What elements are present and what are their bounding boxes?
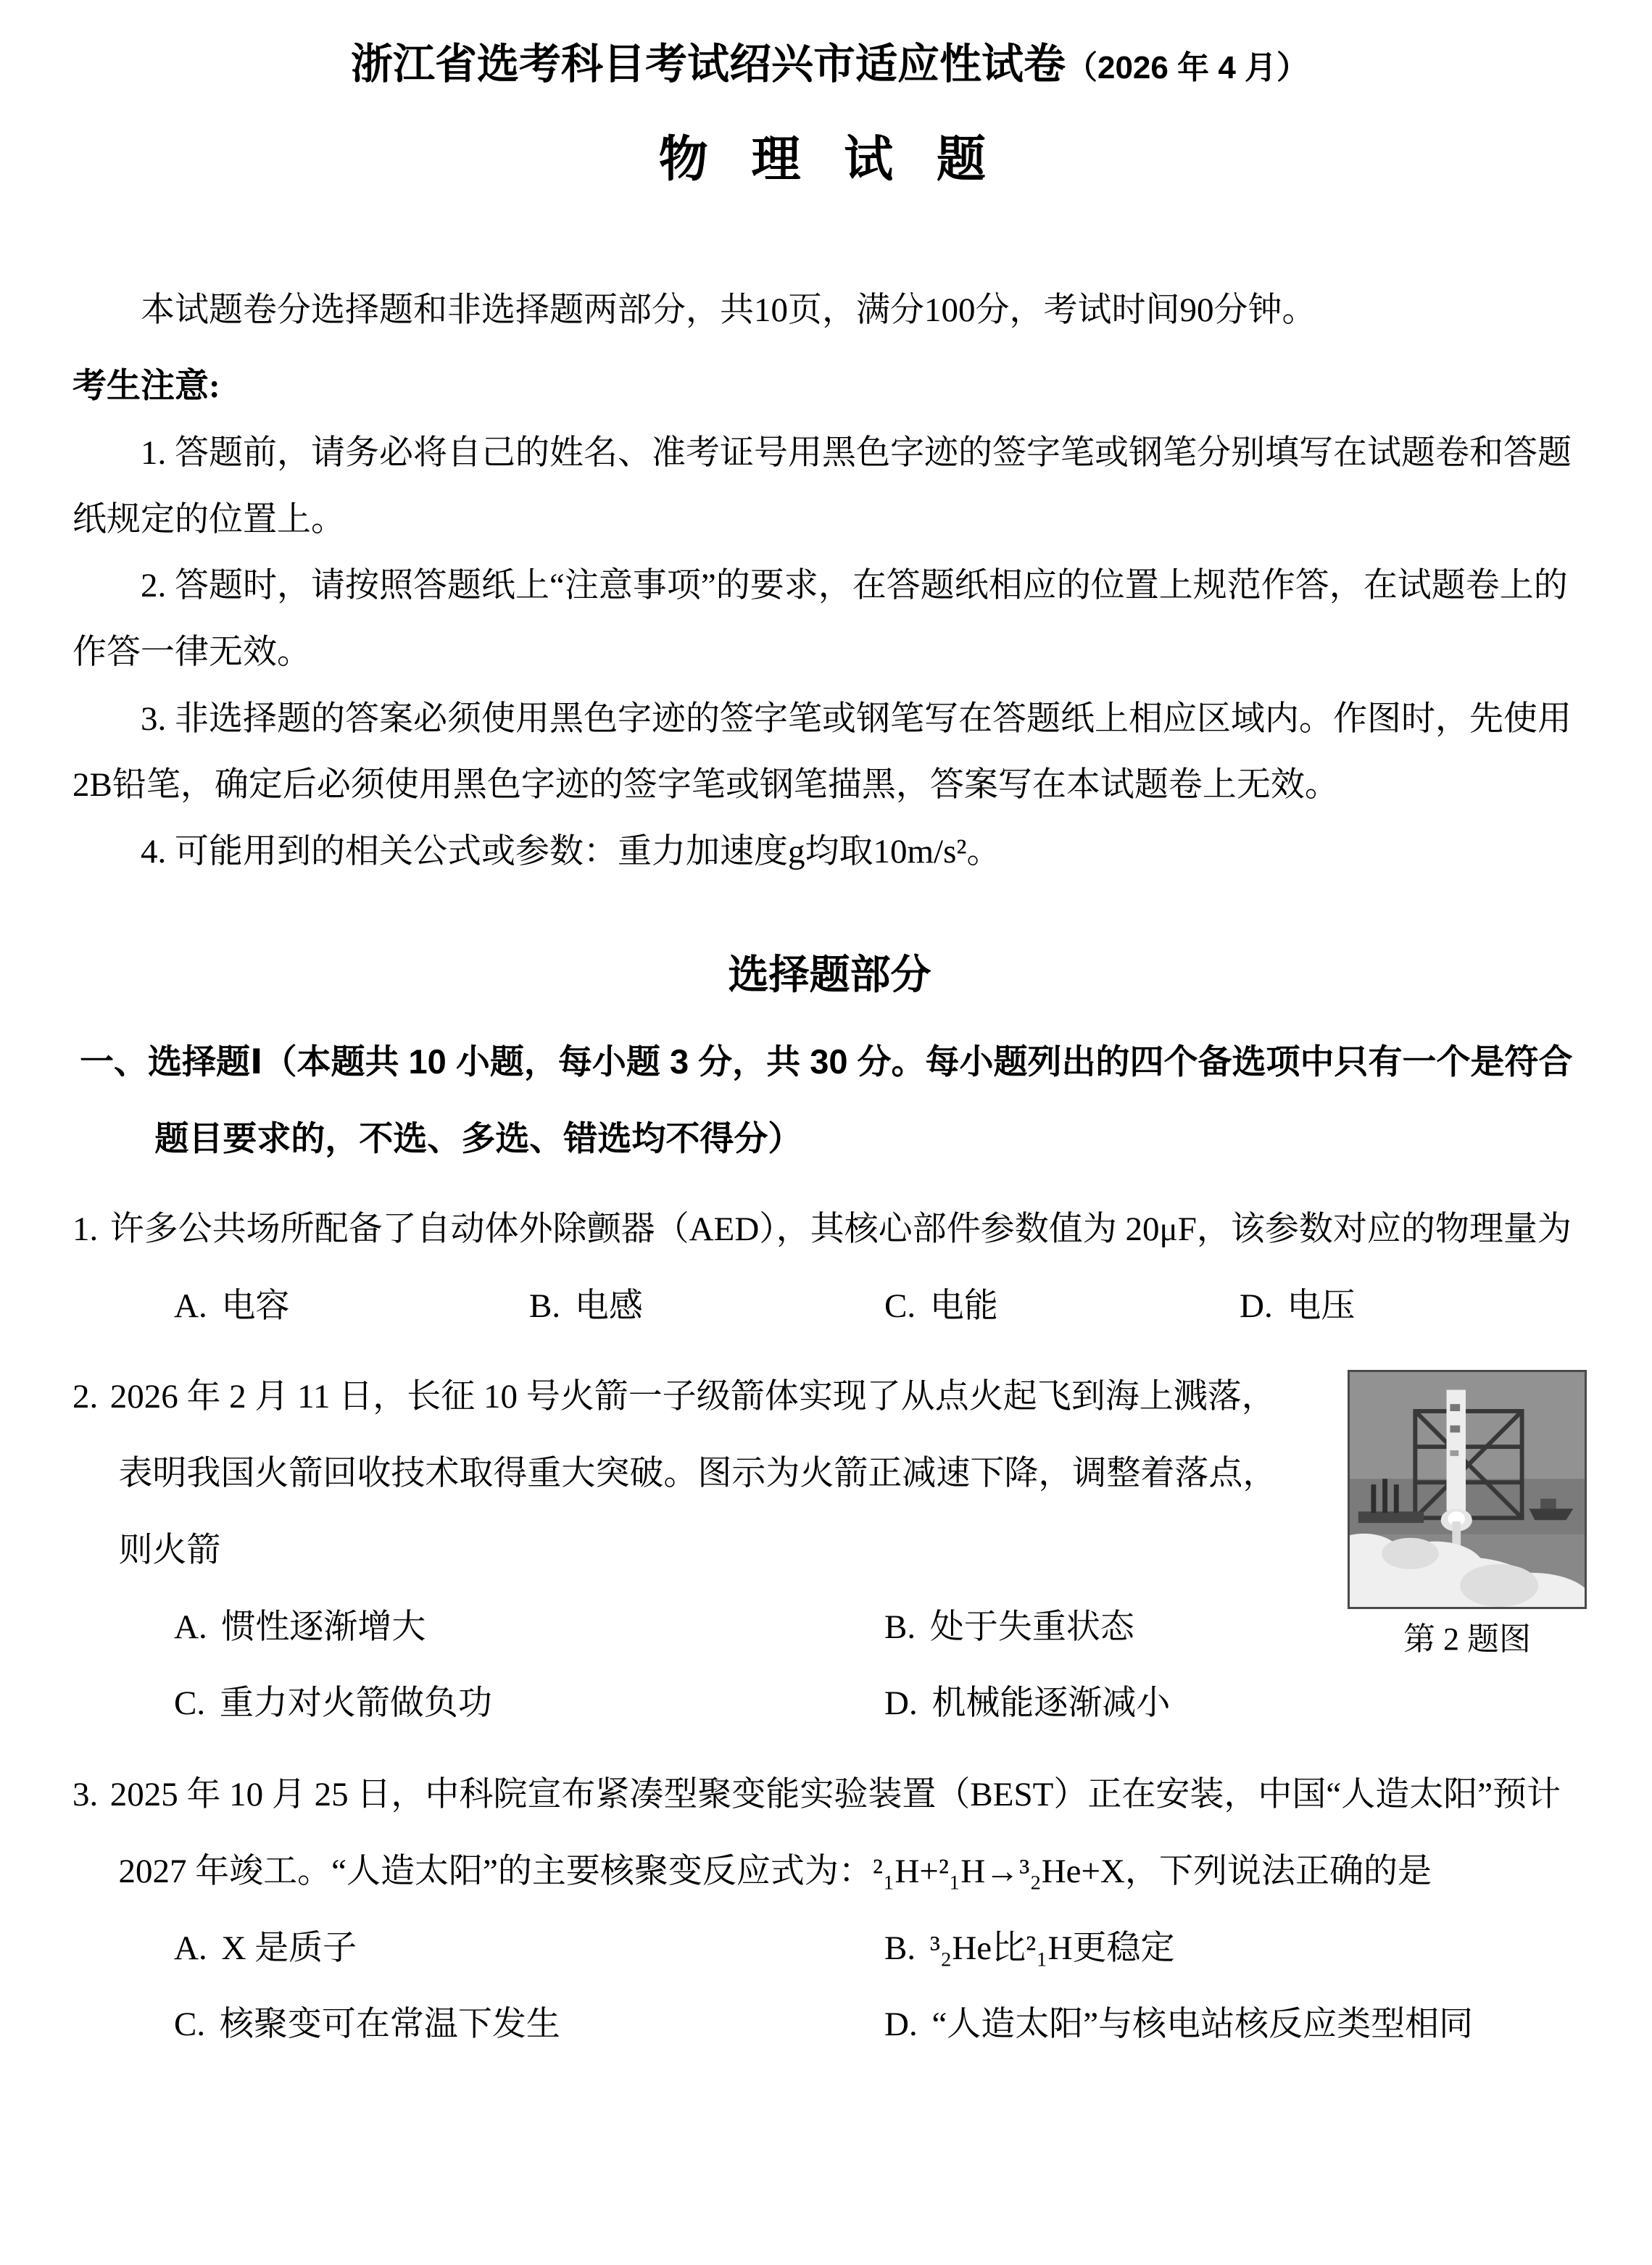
notice-item-1: 1. 答题前，请务必将自己的姓名、准考证号用黑色字迹的签字笔或钢笔分别填写在试题卷和答题纸规定的位置上。	[72, 433, 1572, 539]
notice-item-3: 3. 非选择题的答案必须使用黑色字迹的签字笔或钢笔写在答题纸上相应区域内。作图时，先使用2B铅笔，确定后必须使用黑色字迹的签字笔或钢笔描黑，答案写在本试题卷上无效。	[72, 699, 1572, 805]
figure-caption: 第 2 题图	[1403, 1621, 1531, 1658]
notice-heading: 考生注意:	[72, 367, 220, 406]
page-title	[72, 36, 1587, 93]
question-3-text: 3. 2025 年 10 月 25 日，中科院宣布紧凑型聚变能实验装置（BEST）正在安装，中国“人造太阳”预计 2027 年竣工。“人造太阳”的主要核聚变反应式为：²₁H+²₁H→³₂He+X，下列说法正确的是	[72, 1776, 1561, 1890]
question-2-figure	[1348, 1370, 1587, 1659]
option-c: C. 电能	[884, 1287, 998, 1325]
option-b: B. 电感	[529, 1287, 643, 1325]
option-c: C. 核聚变可在常温下发生	[174, 2006, 560, 2044]
question-3-options-row-2	[174, 1987, 1587, 2064]
question-1-options	[174, 1268, 1587, 1345]
question-1-text: 1. 许多公共场所配备了自动体外除颤器（AED），其核心部件参数值为 20μF，该参数对应的物理量为	[72, 1210, 1572, 1248]
question-number: 3.	[72, 1776, 99, 1813]
option-d: D. “人造太阳”与核电站核反应类型相同	[884, 2006, 1474, 2044]
subject-title: 物 理 试 题	[658, 132, 1001, 188]
notice-item-2: 2. 答题时，请按照答题纸上“注意事项”的要求，在答题纸相应的位置上规范作答，在试题卷上的作答一律无效。	[72, 567, 1568, 671]
option-a: A. 电容	[174, 1287, 290, 1325]
question-3-options-row-1	[174, 1911, 1587, 1987]
question-3	[72, 1757, 1587, 2064]
option-b: B. ³₂He比²₁H更稳定	[884, 1929, 1175, 1967]
rocket-landing-photo	[1348, 1370, 1587, 1609]
question-number: 1.	[72, 1210, 99, 1248]
option-d: D. 电压	[1240, 1287, 1356, 1325]
question-2	[72, 1359, 1587, 1742]
section-heading: 选择题部分	[728, 952, 931, 998]
page-title-main: 浙江省选考科目考试绍兴市适应性试卷	[350, 41, 1066, 88]
question-1	[72, 1192, 1587, 1345]
option-c: C. 重力对火箭做负功	[174, 1684, 492, 1723]
question-number: 2.	[72, 1378, 99, 1416]
option-d: D. 机械能逐渐减小	[884, 1684, 1171, 1723]
question-2-options-row-2	[174, 1666, 1587, 1742]
question-2-text: 2. 2026 年 2 月 11 日，长征 10 号火箭一子级箭体实现了从点火起飞到海上溅落，表明我国火箭回收技术取得重大突破。图示为火箭正减速下降，调整着落点，则火箭	[72, 1378, 1277, 1569]
page-title-date: （2026 年 4 月）	[1065, 50, 1309, 86]
option-a: A. 惯性逐渐增大	[174, 1608, 426, 1646]
notice-item-4: 4. 可能用到的相关公式或参数：重力加速度g均取10m/s²。	[141, 832, 1001, 870]
option-a: A. X 是质子	[174, 1929, 357, 1967]
option-b: B. 处于失重状态	[884, 1608, 1134, 1646]
part1-heading: 一、选择题Ⅰ（本题共 10 小题，每小题 3 分，共 30 分。每小题列出的四个备选项中只有一个是符合题目要求的，不选、多选、错选均不得分）	[80, 1042, 1573, 1158]
exam-intro: 本试题卷分选择题和非选择题两部分，共10页，满分100分，考试时间90分钟。	[141, 291, 1316, 329]
